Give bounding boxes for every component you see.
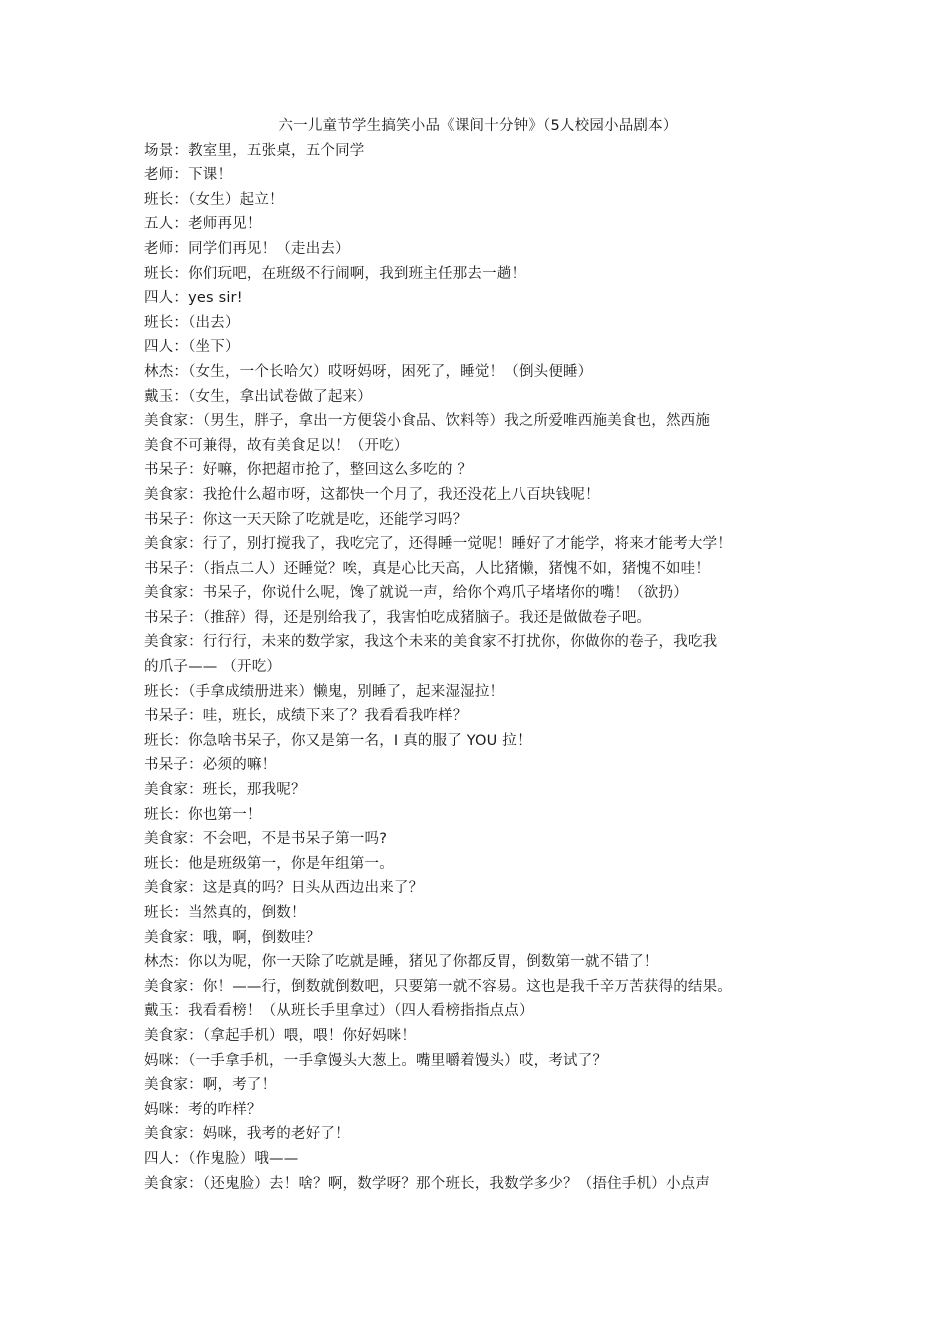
script-line: 五人：老师再见！: [144, 216, 262, 233]
script-line: 美食家：不会吧，不是书呆子第一吗?: [144, 831, 388, 848]
script-line: 美食家：行行行，未来的数学家，我这个未来的美食家不打扰你，你做你的卷子，我吃我: [144, 634, 718, 651]
script-line: 班长：（手拿成绩册进来）懒鬼，别睡了，起来湿湿拉！: [144, 683, 505, 700]
script-line: 美食家：（还鬼脸）去！啥？啊，数学呀？那个班长，我数学多少？（捂住手机）小点声: [144, 1175, 711, 1192]
script-line: 书呆子：必须的嘛！: [144, 757, 277, 774]
script-line: 书呆子：你这一天天除了吃就是吃，还能学习吗？: [144, 511, 468, 528]
script-line: 美食家：哦，啊，倒数哇？: [144, 929, 321, 946]
script-line: 的爪子—— （开吃）: [144, 659, 282, 676]
script-line: 班长：（出去）: [144, 314, 240, 331]
script-line: 书呆子：（指点二人）还睡觉？唉，真是心比天高，人比猪懒，猪愧不如，猪愧不如哇！: [144, 560, 711, 577]
script-line: 林杰：你以为呢，你一天除了吃就是睡，猪见了你都反胃，倒数第一就不错了！: [144, 954, 659, 971]
script-line: 戴玉：（女生，拿出试卷做了起来）: [144, 388, 372, 405]
script-line: 老师：同学们再见！（走出去）: [144, 240, 350, 257]
document-body: [144, 114, 812, 1196]
script-line: 美食家：（拿起手机）喂，喂！你好妈咪！: [144, 1027, 417, 1044]
script-line: 书呆子：（推辞）得，还是别给我了，我害怕吃成猪脑子。我还是做做卷子吧。: [144, 609, 652, 626]
script-line: 班长：（女生）起立！: [144, 191, 284, 208]
script-line: 班长：当然真的，倒数！: [144, 905, 306, 921]
script-line: 美食家：我抢什么超市呀，这都快一个月了，我还没花上八百块钱呢！: [144, 486, 600, 503]
script-line: 老师：下课！: [144, 167, 233, 184]
script-line: 美食家：这是真的吗？日头从西边出来了？: [144, 880, 424, 897]
script-lines: [144, 139, 812, 1197]
script-line: 美食家：班长，那我呢？: [144, 782, 306, 799]
script-line: 美食不可兼得，故有美食足以！（开吃）: [144, 437, 409, 454]
script-line: 美食家：妈咪，我考的老好了！: [144, 1126, 350, 1143]
script-line: 班长：你们玩吧，在班级不行闹啊，我到班主任那去一趟！: [144, 265, 527, 282]
script-line: 美食家：书呆子，你说什么呢，馋了就说一声，给你个鸡爪子堵堵你的嘴！（欲扔）: [144, 585, 688, 602]
script-line: 四人：yes sir!: [144, 290, 243, 307]
script-line: 妈咪：（一手拿手机，一手拿馒头大葱上。嘴里嚼着馒头）哎，考试了？: [144, 1052, 608, 1069]
script-line: 场景：教室里，五张桌，五个同学: [144, 142, 365, 159]
script-line: 四人：（坐下）: [144, 339, 240, 356]
script-line: 戴玉：我看看榜！（从班长手里拿过）（四人看榜指指点点）: [144, 1003, 534, 1020]
script-line: 书呆子：哇，班长，成绩下来了？我看看我咋样？: [144, 708, 468, 725]
script-line: 班长：你也第一！: [144, 806, 262, 823]
script-line: 美食家：（男生，胖子，拿出一方便袋小食品、饮料等）我之所爱唯西施美食也，然西施: [144, 413, 711, 430]
script-line: 美食家：啊，考了！: [144, 1077, 277, 1094]
script-line: 四人：（作鬼脸）哦——: [144, 1150, 299, 1167]
script-line: 班长：你急啥书呆子，你又是第一名，I 真的服了 YOU 拉！: [144, 732, 532, 749]
script-line: 美食家：行了，别打搅我了，我吃完了，还得睡一觉呢！睡好了才能学，将来才能考大学！: [144, 536, 732, 553]
script-line: 书呆子：好嘛，你把超市抢了，整回这么多吃的 ？: [144, 462, 473, 479]
document-title: 六一儿童节学生搞笑小品《课间十分钟》（5人校园小品剧本）: [278, 118, 678, 134]
script-line: 妈咪：考的咋样？: [144, 1101, 262, 1118]
script-line: 班长：他是班级第一，你是年组第一。: [144, 855, 394, 872]
script-line: 林杰：（女生，一个长哈欠）哎呀妈呀，困死了，睡觉！（倒头便睡）: [144, 363, 593, 380]
script-line: 美食家：你！——行，倒数就倒数吧，只要第一就不容易。这也是我千辛万苦获得的结果。: [144, 978, 732, 995]
